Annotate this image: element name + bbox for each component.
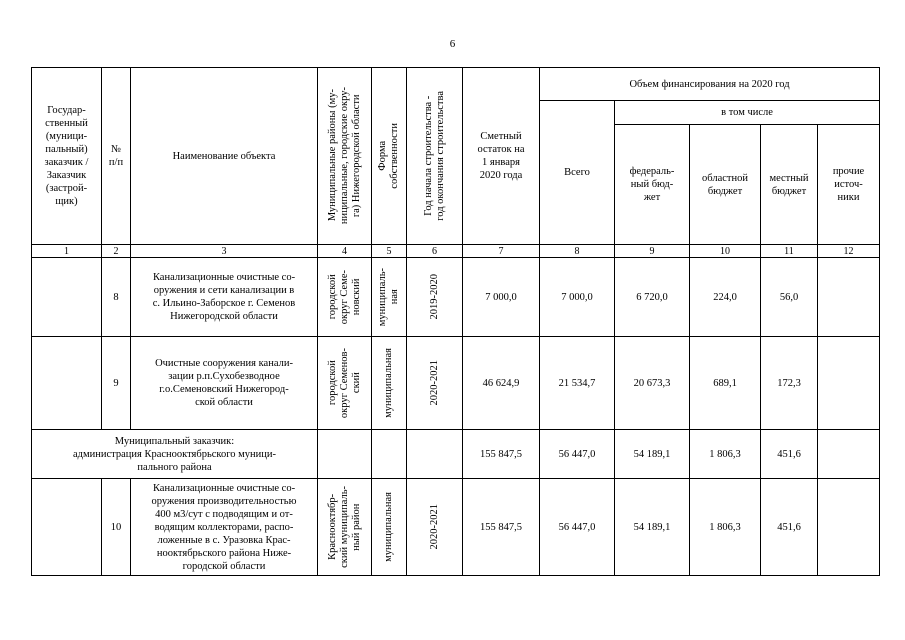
cell-no: 10 [102,479,131,576]
cell-municipality: Краснооктябр- ский муниципаль- ный район [318,479,372,576]
column-number-row [32,245,880,258]
column-number: 11 [761,245,818,258]
cell-customer [32,337,102,430]
cell-municipality [318,430,372,479]
header-municipality: Муниципальные районы (му- ниципальные, городские окру- га) Нижегородской области [318,68,372,245]
column-number: 4 [318,245,372,258]
cell-years: 2019-2020 [407,258,463,337]
group-label: Муниципальный заказчик: администрация Краснооктябрьского муници- пального района [32,430,318,479]
cell-local: 56,0 [761,258,818,337]
cell-local: 451,6 [761,479,818,576]
column-number: 1 [32,245,102,258]
header-row-1 [32,68,880,101]
cell-years: 2020-2021 [407,479,463,576]
header-financing-volume: Объем финансирования на 2020 год [540,68,880,101]
table-row [32,258,880,337]
cell-estimate: 7 000,0 [463,258,540,337]
cell-ownership: муниципальная [372,337,407,430]
page-number: 6 [449,38,456,50]
column-number: 10 [690,245,761,258]
cell-other [818,479,880,576]
header-regional: областной бюджет [690,125,761,245]
cell-customer [32,258,102,337]
group-federal: 54 189,1 [615,430,690,479]
cell-total: 21 534,7 [540,337,615,430]
header-federal: федераль- ный бюд- жет [615,125,690,245]
group-other [818,430,880,479]
cell-local: 172,3 [761,337,818,430]
header-estimate-balance: Сметный остаток на 1 января 2020 года [463,68,540,245]
cell-estimate: 46 624,9 [463,337,540,430]
cell-object-name: Канализационные очистные со- оружения и сети канализации в с. Ильино-Заборское г. Семенов Нижегородской области [131,258,318,337]
column-number: 5 [372,245,407,258]
header-total: Всего [540,101,615,245]
column-number: 7 [463,245,540,258]
cell-object-name: Очистные сооружения канали- зации р.п.Сухобезводное г.о.Семеновский Нижегород- ской области [131,337,318,430]
header-no: № п/п [102,68,131,245]
cell-ownership: муниципальная [372,479,407,576]
cell-ownership [372,430,407,479]
cell-other [818,258,880,337]
header-ownership: Форма собственности [372,68,407,245]
cell-years: 2020-2021 [407,337,463,430]
cell-no: 8 [102,258,131,337]
cell-total: 7 000,0 [540,258,615,337]
cell-federal: 20 673,3 [615,337,690,430]
cell-years [407,430,463,479]
cell-regional: 224,0 [690,258,761,337]
cell-regional: 1 806,3 [690,479,761,576]
header-object-name: Наименование объекта [131,68,318,245]
cell-municipality: городской округ Семе- новский [318,258,372,337]
cell-regional: 689,1 [690,337,761,430]
cell-ownership: муниципаль- ная [372,258,407,337]
cell-federal: 6 720,0 [615,258,690,337]
table-row [32,479,880,576]
group-row [32,430,880,479]
column-number: 12 [818,245,880,258]
column-number: 2 [102,245,131,258]
group-local: 451,6 [761,430,818,479]
cell-total: 56 447,0 [540,479,615,576]
group-regional: 1 806,3 [690,430,761,479]
column-number: 8 [540,245,615,258]
cell-other [818,337,880,430]
cell-object-name: Канализационные очистные со- оружения производительностью 400 м3/сут с подводящим и от- водящим коллекторами, распо- ложенные в с. Уразовка Крас- нооктябрьского района Ниже- городской области [131,479,318,576]
cell-federal: 54 189,1 [615,479,690,576]
header-years: Год начала строительства - год окончания строительства [407,68,463,245]
group-total: 56 447,0 [540,430,615,479]
group-estimate: 155 847,5 [463,430,540,479]
cell-customer [32,479,102,576]
column-number: 3 [131,245,318,258]
cell-estimate: 155 847,5 [463,479,540,576]
header-other: прочие источ- ники [818,125,880,245]
header-customer: Государ- ственный (муници- пальный) заказчик / Заказчик (застрой- щик) [32,68,102,245]
column-number: 9 [615,245,690,258]
header-including: в том числе [615,101,880,125]
header-local: местный бюджет [761,125,818,245]
financing-table [31,67,880,576]
column-number: 6 [407,245,463,258]
table-row [32,337,880,430]
cell-municipality: городской округ Семенов- ский [318,337,372,430]
cell-no: 9 [102,337,131,430]
